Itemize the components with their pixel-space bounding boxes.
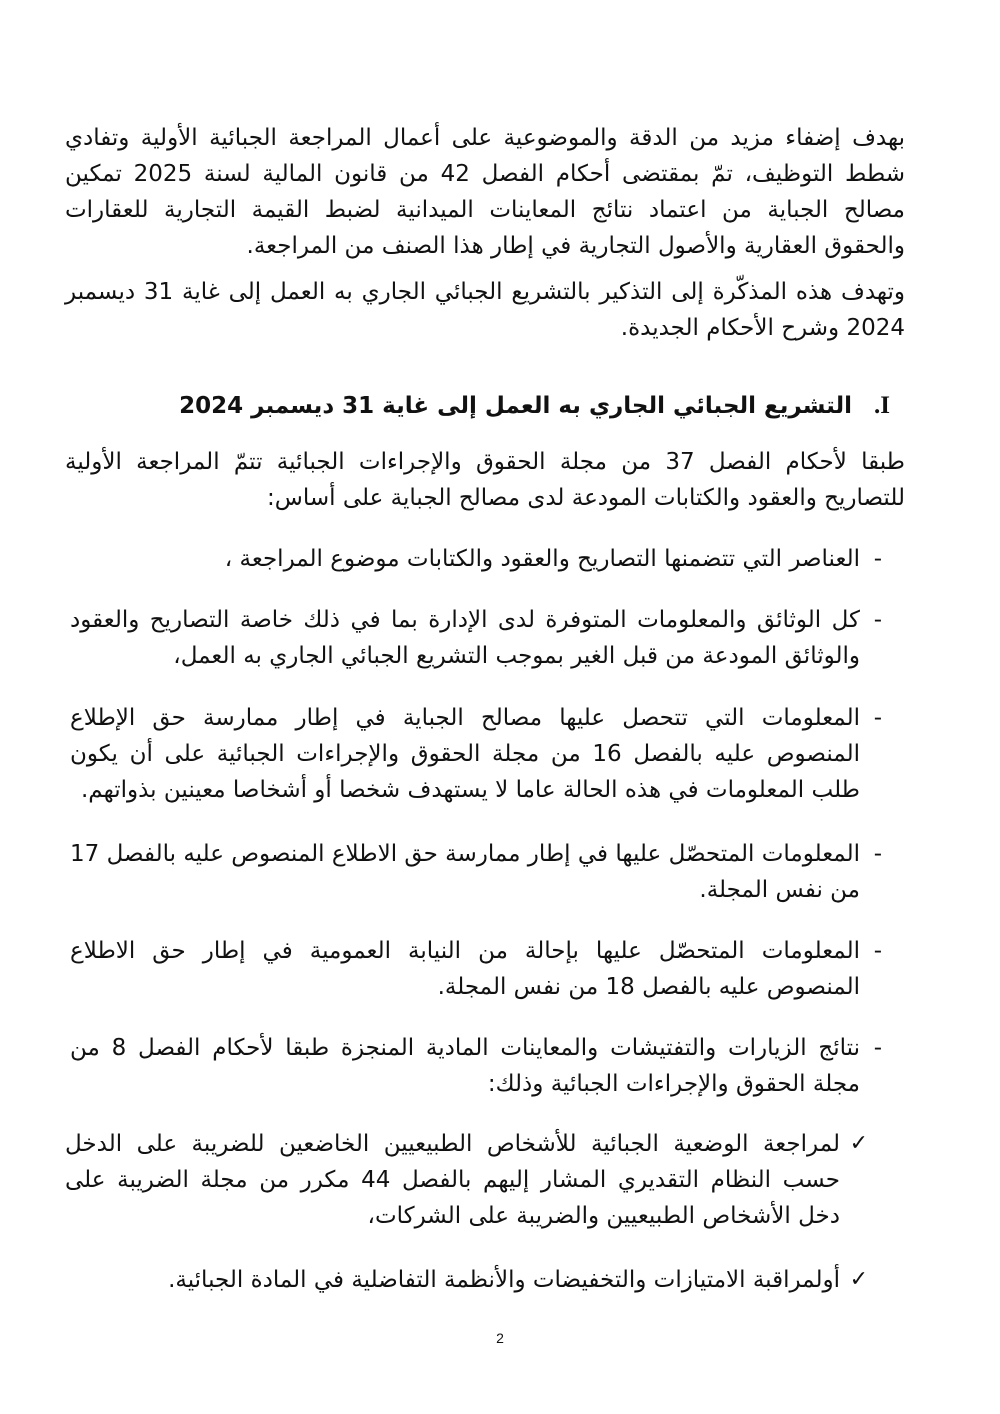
intro-paragraph-2: وتهدف هذه المذكّرة إلى التذكير بالتشريع الجبائي الجاري به العمل إلى غاية 31 ديسمبر 2024 وشرح الأحكام الجديدة. <box>65 279 906 341</box>
list-item <box>70 541 882 577</box>
section-title: التشريع الجبائي الجاري به العمل إلى غاية 31 ديسمبر 2024 <box>179 393 853 419</box>
sub-list-item <box>65 1262 868 1298</box>
section-heading <box>70 388 890 424</box>
dash-bullet: - <box>873 938 882 964</box>
list-item <box>70 602 882 674</box>
section-intro: طبقا لأحكام الفصل 37 من مجلة الحقوق والإجراءات الجبائية تتمّ المراجعة الأولية للتصاريح والعقود والكتابات المودعة لدى مصالح الجباية على أساس: <box>65 449 905 511</box>
sub-list-item-text: لمراجعة الوضعية الجبائية للأشخاص الطبيعيين الخاضعين للضريبة على الدخل حسب النظام التقديري المشار إليهم بالفصل 44 مكرر من مجلة الضريبة على دخل الأشخاص الطبيعيين والضريبة على الشركات، <box>65 1131 840 1229</box>
list-item-text: نتائج الزيارات والتفتيشات والمعاينات المادية المنجزة طبقا لأحكام الفصل 8 من مجلة الحقوق والإجراءات الجبائية وذلك: <box>70 1035 861 1097</box>
list-item <box>70 700 882 808</box>
list-item <box>70 933 882 1005</box>
dash-bullet: - <box>873 1035 882 1061</box>
dash-bullet: - <box>873 841 882 867</box>
sub-list-item-text: أولمراقبة الامتيازات والتخفيضات والأنظمة التفاضلية في المادة الجبائية. <box>168 1267 840 1293</box>
checkmark-icon: ✓ <box>849 1131 868 1156</box>
list-item-text: المعلومات المتحصّل عليها في إطار ممارسة حق الاطلاع المنصوص عليه بالفصل 17 من نفس المجلة. <box>70 841 860 903</box>
page-number: 2 <box>496 1330 504 1346</box>
sub-list-item <box>65 1126 868 1234</box>
list-item <box>70 1030 882 1102</box>
dash-bullet: - <box>873 607 882 633</box>
list-item-text: كل الوثائق والمعلومات المتوفرة لدى الإدارة بما في ذلك خاصة التصاريح والعقود والوثائق المودعة من قبل الغير بموجب التشريع الجبائي الجاري به العمل، <box>70 607 860 669</box>
list-item <box>70 836 882 908</box>
list-item-text: المعلومات المتحصّل عليها بإحالة من النيابة العمومية في إطار حق الاطلاع المنصوص عليه بالفصل 18 من نفس المجلة. <box>70 938 860 1000</box>
list-item-text: العناصر التي تتضمنها التصاريح والعقود والكتابات موضوع المراجعة ، <box>224 546 860 572</box>
section-number: I. <box>874 392 890 419</box>
intro-paragraph-1: بهدف إضفاء مزيد من الدقة والموضوعية على أعمال المراجعة الجبائية الأولية وتفادي شطط التوظيف، تمّ بمقتضى أحكام الفصل 42 من قانون المالية لسنة 2025 تمكين مصالح الجباية من اعتماد نتائج المعاينات الميدانية لضبط القيمة التجارية للعقارات والحقوق العقارية والأصول التجارية في إطار هذا الصنف من المراجعة. <box>65 125 905 259</box>
list-item-text: المعلومات التي تتحصل عليها مصالح الجباية في إطار ممارسة حق الإطلاع المنصوص عليه بالفصل 16 من مجلة الحقوق والإجراءات الجبائية على أن يكون طلب المعلومات في هذه الحالة عاما لا يستهدف شخصا أو أشخاصا معينين بذواتهم. <box>70 705 860 803</box>
dash-bullet: - <box>873 705 882 731</box>
checkmark-icon: ✓ <box>849 1267 868 1292</box>
dash-bullet: - <box>873 546 882 572</box>
